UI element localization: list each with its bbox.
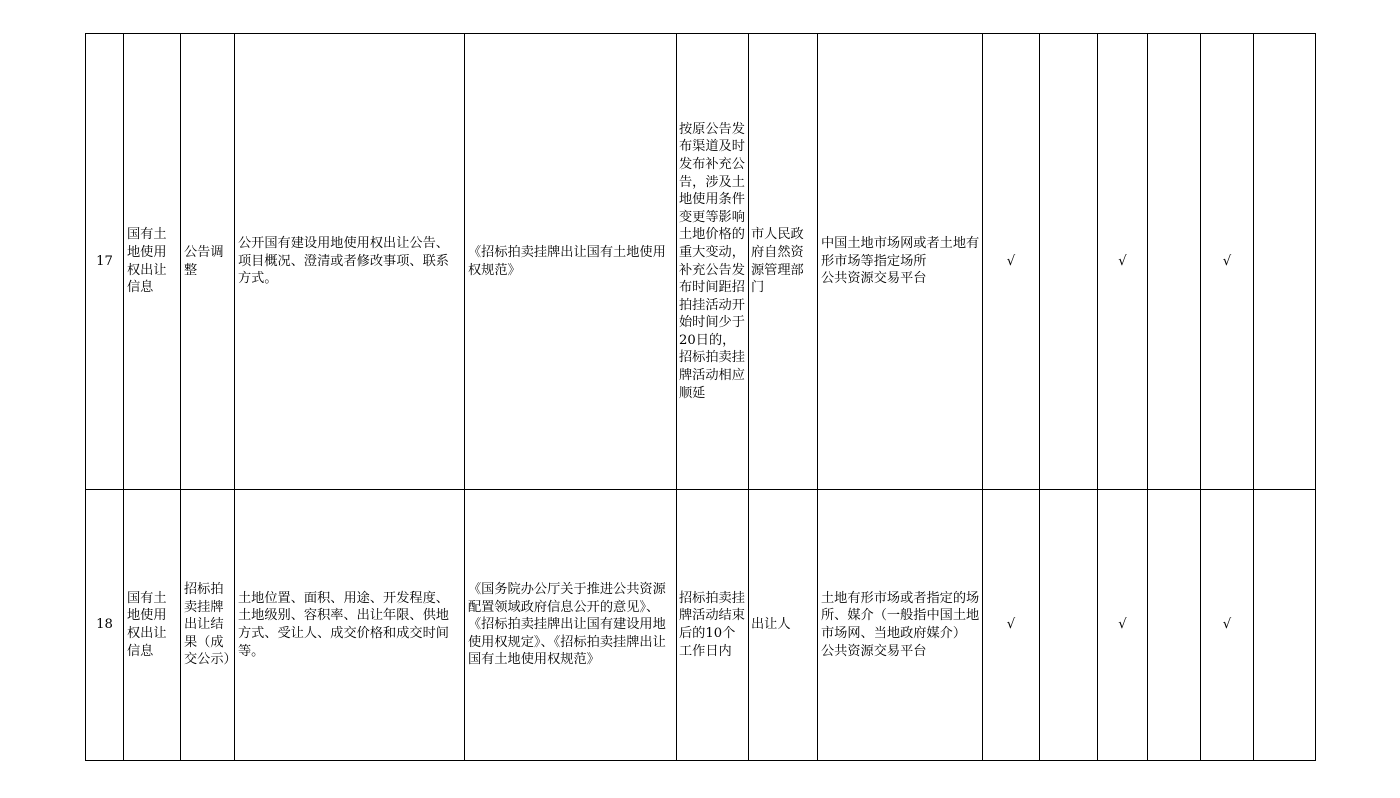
- disclosure-table: [85, 33, 1316, 761]
- disclosure-channel: 中国土地市场网或者土地有形市场等指定场所 公共资源交易平台: [818, 34, 983, 490]
- table-row: [86, 490, 1316, 761]
- responsible-subject: 出让人: [749, 490, 818, 761]
- time-limit: 按原公告发布渠道及时发布补充公告，涉及土地使用条件变更等影响土地价格的重大变动，补充公告发布时间距招拍挂活动开始时间少于20日的，招标拍卖挂牌活动相应顺延: [677, 34, 749, 490]
- responsible-subject: 市人民政府自然资源管理部门: [749, 34, 818, 490]
- check-cell: √: [1098, 490, 1148, 761]
- check-cell: √: [1201, 490, 1254, 761]
- check-cell: √: [1098, 34, 1148, 490]
- check-cell: [1254, 490, 1316, 761]
- check-cell: [1254, 34, 1316, 490]
- check-cell: [1148, 34, 1201, 490]
- info-category: 国有土地使用权出让信息: [124, 34, 181, 490]
- disclosure-content: 公开国有建设用地使用权出让公告、项目概况、澄清或者修改事项、联系方式。: [235, 34, 465, 490]
- disclosure-item: 公告调整: [181, 34, 235, 490]
- table-row: [86, 34, 1316, 490]
- disclosure-content: 土地位置、面积、用途、开发程度、土地级别、容积率、出让年限、供地方式、受让人、成交价格和成交时间等。: [235, 490, 465, 761]
- disclosure-item: 招标拍卖挂牌出让结果（成交公示）: [181, 490, 235, 761]
- time-limit: 招标拍卖挂牌活动结束后的10个工作日内: [677, 490, 749, 761]
- check-cell: [1148, 490, 1201, 761]
- legal-basis: 《国务院办公厅关于推进公共资源配置领域政府信息公开的意见》、《招标拍卖挂牌出让国有建设用地使用权规定》、《招标拍卖挂牌出让国有土地使用权规范》: [465, 490, 677, 761]
- legal-basis: 《招标拍卖挂牌出让国有土地使用权规范》: [465, 34, 677, 490]
- row-number: 17: [86, 34, 124, 490]
- check-cell: [1040, 34, 1098, 490]
- check-cell: [1040, 490, 1098, 761]
- disclosure-channel: 土地有形市场或者指定的场所、媒介（一般指中国土地市场网、当地政府媒介） 公共资源交易平台: [818, 490, 983, 761]
- info-category: 国有土地使用权出让信息: [124, 490, 181, 761]
- check-cell: √: [983, 490, 1040, 761]
- check-cell: √: [983, 34, 1040, 490]
- row-number: 18: [86, 490, 124, 761]
- check-cell: √: [1201, 34, 1254, 490]
